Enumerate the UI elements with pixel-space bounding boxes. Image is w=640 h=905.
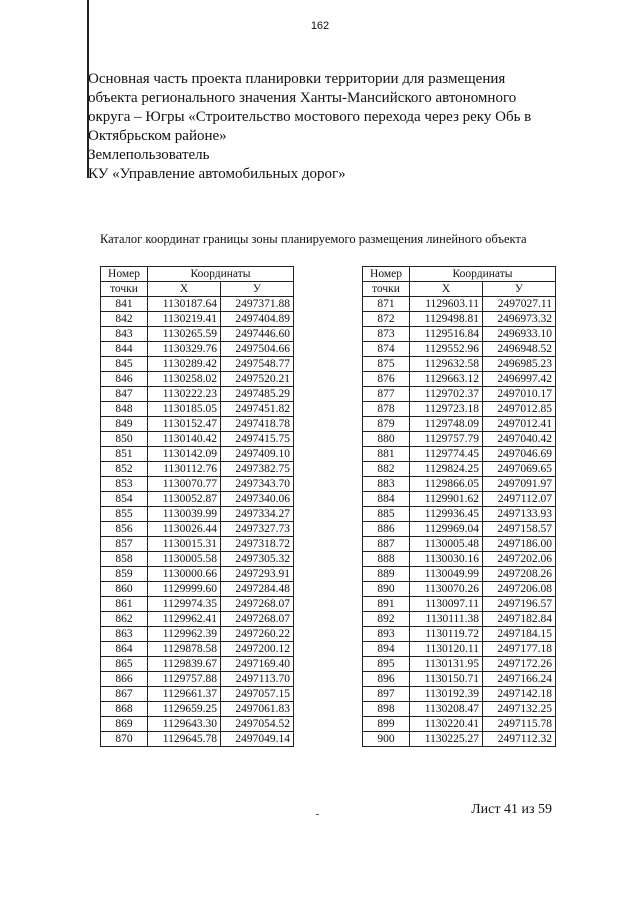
table-row — [363, 372, 556, 387]
x-coordinate-cell: 1130265.59 — [148, 327, 221, 342]
table-row — [101, 612, 294, 627]
table-row — [101, 552, 294, 567]
y-coordinate-cell: 2497409.10 — [221, 447, 294, 462]
point-number-cell: 872 — [363, 312, 410, 327]
table-row — [363, 477, 556, 492]
point-number-cell: 868 — [101, 702, 148, 717]
x-coordinate-cell: 1130150.71 — [410, 672, 483, 687]
point-number-cell: 882 — [363, 462, 410, 477]
y-coordinate-cell: 2497268.07 — [221, 612, 294, 627]
x-coordinate-cell: 1129659.25 — [148, 702, 221, 717]
table-row — [101, 687, 294, 702]
table-row — [101, 492, 294, 507]
header-point-number: Номер — [101, 267, 148, 282]
table-row — [101, 732, 294, 747]
y-coordinate-cell: 2497206.08 — [483, 582, 556, 597]
table-row — [101, 597, 294, 612]
y-coordinate-cell: 2497046.69 — [483, 447, 556, 462]
x-coordinate-cell: 1129661.37 — [148, 687, 221, 702]
y-coordinate-cell: 2497208.26 — [483, 567, 556, 582]
x-coordinate-cell: 1129757.88 — [148, 672, 221, 687]
y-coordinate-cell: 2496973.32 — [483, 312, 556, 327]
point-number-cell: 852 — [101, 462, 148, 477]
x-coordinate-cell: 1129748.09 — [410, 417, 483, 432]
x-coordinate-cell: 1129603.11 — [410, 297, 483, 312]
point-number-cell: 898 — [363, 702, 410, 717]
point-number-cell: 889 — [363, 567, 410, 582]
y-coordinate-cell: 2497343.70 — [221, 477, 294, 492]
x-coordinate-cell: 1130119.72 — [410, 627, 483, 642]
y-coordinate-cell: 2497132.25 — [483, 702, 556, 717]
document-header — [88, 70, 568, 184]
x-coordinate-cell: 1130142.09 — [148, 447, 221, 462]
x-coordinate-cell: 1130220.41 — [410, 717, 483, 732]
y-coordinate-cell: 2497382.75 — [221, 462, 294, 477]
point-number-cell: 875 — [363, 357, 410, 372]
x-coordinate-cell: 1130329.76 — [148, 342, 221, 357]
point-number-cell: 871 — [363, 297, 410, 312]
y-coordinate-cell: 2497169.40 — [221, 657, 294, 672]
x-coordinate-cell: 1130185.05 — [148, 402, 221, 417]
y-coordinate-cell: 2497446.60 — [221, 327, 294, 342]
table-row — [101, 462, 294, 477]
y-coordinate-cell: 2497133.93 — [483, 507, 556, 522]
point-number-cell: 864 — [101, 642, 148, 657]
table-row — [363, 402, 556, 417]
x-coordinate-cell: 1129645.78 — [148, 732, 221, 747]
y-coordinate-cell: 2497069.65 — [483, 462, 556, 477]
table-row — [101, 567, 294, 582]
x-coordinate-cell: 1129901.62 — [410, 492, 483, 507]
y-coordinate-cell: 2497112.07 — [483, 492, 556, 507]
header-point-number-2: точки — [101, 282, 148, 297]
y-coordinate-cell: 2497202.06 — [483, 552, 556, 567]
point-number-cell: 841 — [101, 297, 148, 312]
y-coordinate-cell: 2497012.85 — [483, 402, 556, 417]
table-row — [363, 387, 556, 402]
x-coordinate-cell: 1130049.99 — [410, 567, 483, 582]
point-number-cell: 894 — [363, 642, 410, 657]
table-row — [101, 702, 294, 717]
point-number-cell: 857 — [101, 537, 148, 552]
x-coordinate-cell: 1129962.39 — [148, 627, 221, 642]
table-body — [363, 297, 556, 747]
header-line: Октябрьском районе» — [88, 128, 227, 144]
point-number-cell: 849 — [101, 417, 148, 432]
table-row — [101, 297, 294, 312]
table-row — [363, 627, 556, 642]
header-y: У — [483, 282, 556, 297]
header-y: У — [221, 282, 294, 297]
point-number-cell: 884 — [363, 492, 410, 507]
x-coordinate-cell: 1129643.30 — [148, 717, 221, 732]
y-coordinate-cell: 2497172.26 — [483, 657, 556, 672]
x-coordinate-cell: 1130140.42 — [148, 432, 221, 447]
x-coordinate-cell: 1130120.11 — [410, 642, 483, 657]
point-number-cell: 850 — [101, 432, 148, 447]
table-row — [363, 702, 556, 717]
point-number-cell: 886 — [363, 522, 410, 537]
y-coordinate-cell: 2497182.84 — [483, 612, 556, 627]
point-number-cell: 878 — [363, 402, 410, 417]
point-number-cell: 879 — [363, 417, 410, 432]
x-coordinate-cell: 1130005.58 — [148, 552, 221, 567]
y-coordinate-cell: 2496985.23 — [483, 357, 556, 372]
x-coordinate-cell: 1130112.76 — [148, 462, 221, 477]
table-row — [363, 732, 556, 747]
table-row — [363, 447, 556, 462]
point-number-cell: 895 — [363, 657, 410, 672]
table-row — [363, 642, 556, 657]
y-coordinate-cell: 2497049.14 — [221, 732, 294, 747]
header-line: объекта регионального значения Ханты-Мансийского автономного — [88, 90, 517, 106]
point-number-cell: 859 — [101, 567, 148, 582]
y-coordinate-cell: 2497268.07 — [221, 597, 294, 612]
y-coordinate-cell: 2497404.89 — [221, 312, 294, 327]
table-row — [363, 717, 556, 732]
point-number-cell: 885 — [363, 507, 410, 522]
x-coordinate-cell: 1130219.41 — [148, 312, 221, 327]
point-number-cell: 873 — [363, 327, 410, 342]
table-row — [101, 627, 294, 642]
y-coordinate-cell: 2497293.91 — [221, 567, 294, 582]
table-row — [101, 582, 294, 597]
table-row — [101, 657, 294, 672]
table-row — [101, 342, 294, 357]
table-row — [101, 387, 294, 402]
y-coordinate-cell: 2497166.24 — [483, 672, 556, 687]
x-coordinate-cell: 1130070.77 — [148, 477, 221, 492]
table-row — [101, 417, 294, 432]
table-row — [101, 372, 294, 387]
point-number-cell: 862 — [101, 612, 148, 627]
coordinates-table-left — [100, 266, 294, 747]
y-coordinate-cell: 2497196.57 — [483, 597, 556, 612]
x-coordinate-cell: 1130111.38 — [410, 612, 483, 627]
x-coordinate-cell: 1129663.12 — [410, 372, 483, 387]
table-row — [101, 672, 294, 687]
sheet-counter: Лист 41 из 59 — [471, 802, 552, 817]
x-coordinate-cell: 1130187.64 — [148, 297, 221, 312]
table-row — [101, 717, 294, 732]
table-row — [363, 507, 556, 522]
point-number-cell: 883 — [363, 477, 410, 492]
x-coordinate-cell: 1129936.45 — [410, 507, 483, 522]
x-coordinate-cell: 1130005.48 — [410, 537, 483, 552]
y-coordinate-cell: 2497091.97 — [483, 477, 556, 492]
x-coordinate-cell: 1129552.96 — [410, 342, 483, 357]
table-row — [363, 672, 556, 687]
y-coordinate-cell: 2497305.32 — [221, 552, 294, 567]
header-line: Землепользователь — [88, 147, 210, 163]
table-row — [363, 432, 556, 447]
point-number-cell: 900 — [363, 732, 410, 747]
table-row — [363, 312, 556, 327]
point-number-cell: 858 — [101, 552, 148, 567]
y-coordinate-cell: 2497334.27 — [221, 507, 294, 522]
table-row — [363, 537, 556, 552]
table-row — [363, 357, 556, 372]
table-row — [101, 447, 294, 462]
y-coordinate-cell: 2497418.78 — [221, 417, 294, 432]
y-coordinate-cell: 2497027.11 — [483, 297, 556, 312]
y-coordinate-cell: 2497371.88 — [221, 297, 294, 312]
point-number-cell: 877 — [363, 387, 410, 402]
header-coordinates: Координаты — [410, 267, 556, 282]
table-row — [101, 522, 294, 537]
x-coordinate-cell: 1129702.37 — [410, 387, 483, 402]
y-coordinate-cell: 2496948.52 — [483, 342, 556, 357]
x-coordinate-cell: 1130000.66 — [148, 567, 221, 582]
point-number-cell: 865 — [101, 657, 148, 672]
y-coordinate-cell: 2496997.42 — [483, 372, 556, 387]
table-row — [363, 327, 556, 342]
table-row — [363, 597, 556, 612]
point-number-cell: 843 — [101, 327, 148, 342]
x-coordinate-cell: 1130052.87 — [148, 492, 221, 507]
table-row — [363, 297, 556, 312]
table-row — [101, 312, 294, 327]
table-row — [363, 462, 556, 477]
table-row — [363, 657, 556, 672]
header-line: округа – Югры «Строительство мостового перехода через реку Обь в — [88, 109, 532, 125]
point-number-cell: 866 — [101, 672, 148, 687]
x-coordinate-cell: 1129999.60 — [148, 582, 221, 597]
y-coordinate-cell: 2497340.06 — [221, 492, 294, 507]
y-coordinate-cell: 2497415.75 — [221, 432, 294, 447]
table-row — [363, 552, 556, 567]
y-coordinate-cell: 2497040.42 — [483, 432, 556, 447]
x-coordinate-cell: 1129866.05 — [410, 477, 483, 492]
header-point-number: Номер — [363, 267, 410, 282]
table-row — [363, 492, 556, 507]
table-body — [101, 297, 294, 747]
header-coordinates: Координаты — [148, 267, 294, 282]
point-number-cell: 854 — [101, 492, 148, 507]
table-row — [101, 402, 294, 417]
point-number-cell: 861 — [101, 597, 148, 612]
y-coordinate-cell: 2497186.00 — [483, 537, 556, 552]
y-coordinate-cell: 2497158.57 — [483, 522, 556, 537]
y-coordinate-cell: 2497012.41 — [483, 417, 556, 432]
x-coordinate-cell: 1130289.42 — [148, 357, 221, 372]
x-coordinate-cell: 1130097.11 — [410, 597, 483, 612]
y-coordinate-cell: 2497260.22 — [221, 627, 294, 642]
point-number-cell: 897 — [363, 687, 410, 702]
x-coordinate-cell: 1129723.18 — [410, 402, 483, 417]
y-coordinate-cell: 2497184.15 — [483, 627, 556, 642]
y-coordinate-cell: 2496933.10 — [483, 327, 556, 342]
x-coordinate-cell: 1130039.99 — [148, 507, 221, 522]
x-coordinate-cell: 1130225.27 — [410, 732, 483, 747]
point-number-cell: 842 — [101, 312, 148, 327]
header-x: X — [410, 282, 483, 297]
catalog-title: Каталог координат границы зоны планируемого размещения линейного объекта — [100, 232, 527, 246]
x-coordinate-cell: 1129974.35 — [148, 597, 221, 612]
y-coordinate-cell: 2497057.15 — [221, 687, 294, 702]
y-coordinate-cell: 2497010.17 — [483, 387, 556, 402]
x-coordinate-cell: 1129774.45 — [410, 447, 483, 462]
y-coordinate-cell: 2497113.70 — [221, 672, 294, 687]
scan-speck — [316, 814, 319, 815]
point-number-cell: 888 — [363, 552, 410, 567]
y-coordinate-cell: 2497112.32 — [483, 732, 556, 747]
x-coordinate-cell: 1129757.79 — [410, 432, 483, 447]
point-number-cell: 892 — [363, 612, 410, 627]
x-coordinate-cell: 1130222.23 — [148, 387, 221, 402]
point-number-cell: 876 — [363, 372, 410, 387]
table-row — [363, 417, 556, 432]
point-number-cell: 896 — [363, 672, 410, 687]
y-coordinate-cell: 2497115.78 — [483, 717, 556, 732]
y-coordinate-cell: 2497284.48 — [221, 582, 294, 597]
x-coordinate-cell: 1130131.95 — [410, 657, 483, 672]
header-x: X — [148, 282, 221, 297]
y-coordinate-cell: 2497451.82 — [221, 402, 294, 417]
x-coordinate-cell: 1129498.81 — [410, 312, 483, 327]
y-coordinate-cell: 2497318.72 — [221, 537, 294, 552]
point-number-cell: 855 — [101, 507, 148, 522]
point-number-cell: 847 — [101, 387, 148, 402]
point-number-cell: 853 — [101, 477, 148, 492]
y-coordinate-cell: 2497485.29 — [221, 387, 294, 402]
x-coordinate-cell: 1129878.58 — [148, 642, 221, 657]
point-number-cell: 874 — [363, 342, 410, 357]
table-row — [363, 522, 556, 537]
x-coordinate-cell: 1129632.58 — [410, 357, 483, 372]
x-coordinate-cell: 1130026.44 — [148, 522, 221, 537]
page-number: 162 — [310, 20, 330, 32]
point-number-cell: 869 — [101, 717, 148, 732]
point-number-cell: 851 — [101, 447, 148, 462]
x-coordinate-cell: 1130192.39 — [410, 687, 483, 702]
table-row — [101, 642, 294, 657]
point-number-cell: 863 — [101, 627, 148, 642]
x-coordinate-cell: 1129839.67 — [148, 657, 221, 672]
point-number-cell: 845 — [101, 357, 148, 372]
header-line: Основная часть проекта планировки территории для размещения — [88, 71, 506, 87]
x-coordinate-cell: 1130030.16 — [410, 552, 483, 567]
table-row — [101, 537, 294, 552]
x-coordinate-cell: 1130015.31 — [148, 537, 221, 552]
x-coordinate-cell: 1129969.04 — [410, 522, 483, 537]
point-number-cell: 870 — [101, 732, 148, 747]
x-coordinate-cell: 1130152.47 — [148, 417, 221, 432]
x-coordinate-cell: 1129824.25 — [410, 462, 483, 477]
point-number-cell: 893 — [363, 627, 410, 642]
y-coordinate-cell: 2497142.18 — [483, 687, 556, 702]
point-number-cell: 867 — [101, 687, 148, 702]
header-point-number-2: точки — [363, 282, 410, 297]
point-number-cell: 844 — [101, 342, 148, 357]
x-coordinate-cell: 1129962.41 — [148, 612, 221, 627]
point-number-cell: 890 — [363, 582, 410, 597]
point-number-cell: 860 — [101, 582, 148, 597]
point-number-cell: 880 — [363, 432, 410, 447]
x-coordinate-cell: 1130258.02 — [148, 372, 221, 387]
point-number-cell: 848 — [101, 402, 148, 417]
table-row — [101, 477, 294, 492]
y-coordinate-cell: 2497504.66 — [221, 342, 294, 357]
table-row — [363, 687, 556, 702]
y-coordinate-cell: 2497327.73 — [221, 522, 294, 537]
table-row — [101, 507, 294, 522]
table-row — [363, 582, 556, 597]
y-coordinate-cell: 2497177.18 — [483, 642, 556, 657]
y-coordinate-cell: 2497061.83 — [221, 702, 294, 717]
y-coordinate-cell: 2497200.12 — [221, 642, 294, 657]
point-number-cell: 887 — [363, 537, 410, 552]
table-row — [101, 357, 294, 372]
point-number-cell: 881 — [363, 447, 410, 462]
x-coordinate-cell: 1130208.47 — [410, 702, 483, 717]
x-coordinate-cell: 1129516.84 — [410, 327, 483, 342]
point-number-cell: 899 — [363, 717, 410, 732]
point-number-cell: 846 — [101, 372, 148, 387]
table-row — [363, 612, 556, 627]
table-row — [363, 342, 556, 357]
table-row — [101, 432, 294, 447]
table-row — [363, 567, 556, 582]
point-number-cell: 856 — [101, 522, 148, 537]
y-coordinate-cell: 2497548.77 — [221, 357, 294, 372]
coordinates-table-right — [362, 266, 556, 747]
x-coordinate-cell: 1130070.26 — [410, 582, 483, 597]
point-number-cell: 891 — [363, 597, 410, 612]
table-row — [101, 327, 294, 342]
y-coordinate-cell: 2497054.52 — [221, 717, 294, 732]
header-line: КУ «Управление автомобильных дорог» — [88, 166, 346, 182]
y-coordinate-cell: 2497520.21 — [221, 372, 294, 387]
